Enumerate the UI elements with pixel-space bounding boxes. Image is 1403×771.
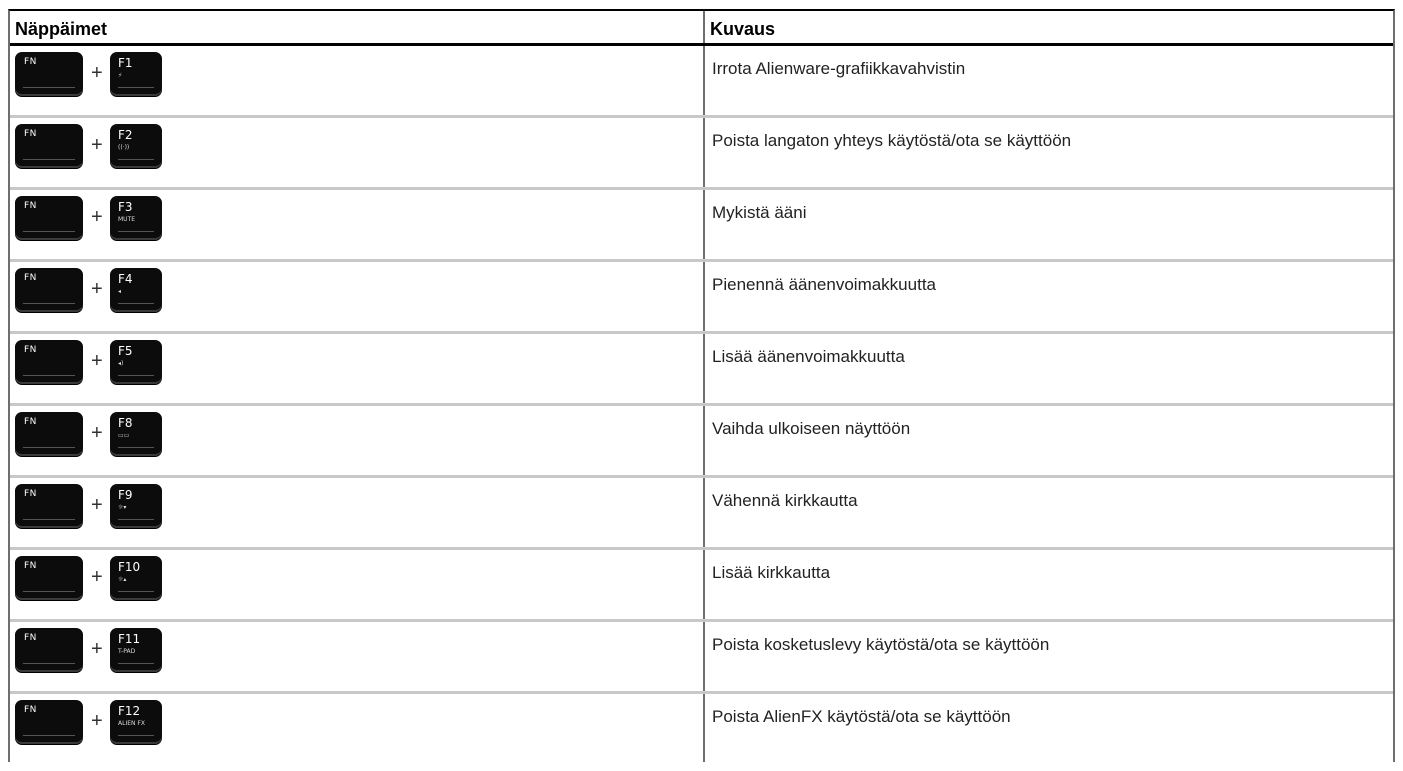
function-key <box>110 268 162 312</box>
fn-key <box>15 340 83 384</box>
description-text: Irrota Alienware-grafiikkavahvistin <box>712 59 966 78</box>
fn-key <box>15 124 83 168</box>
function-key <box>110 340 162 384</box>
table-row <box>10 334 1393 406</box>
keys-cell <box>10 406 705 475</box>
fn-key <box>15 268 83 312</box>
function-key-label: F10 <box>118 560 141 574</box>
description-cell <box>705 190 1393 259</box>
function-key-label: F5 <box>118 344 133 358</box>
description-cell <box>705 622 1393 691</box>
table-row <box>10 550 1393 622</box>
description-cell <box>705 694 1393 762</box>
plus-sign: + <box>91 638 103 660</box>
plus-sign: + <box>91 566 103 588</box>
description-text: Poista kosketuslevy käytöstä/ota se käyttöön <box>712 635 1050 654</box>
fn-key <box>15 556 83 600</box>
description-cell <box>705 406 1393 475</box>
plus-sign: + <box>91 206 103 228</box>
function-key <box>110 484 162 528</box>
table-row <box>10 694 1393 762</box>
alienfx-icon: ALIEN FX <box>118 720 145 727</box>
keys-cell <box>10 118 705 187</box>
keys-cell <box>10 334 705 403</box>
function-key <box>110 628 162 672</box>
fn-key <box>15 412 83 456</box>
external-display-icon: ▭▭ <box>118 432 130 439</box>
volume-up-icon: ◂) <box>118 360 124 367</box>
plus-sign: + <box>91 422 103 444</box>
fn-key-label: FN <box>24 345 37 355</box>
function-key <box>110 124 162 168</box>
plus-sign: + <box>91 62 103 84</box>
fn-key-label: FN <box>24 129 37 139</box>
volume-down-icon: ◂ <box>118 288 122 295</box>
description-text: Vaihda ulkoiseen näyttöön <box>712 419 911 438</box>
graphics-amplifier-icon: ⚡ <box>118 72 123 79</box>
table-row <box>10 46 1393 118</box>
function-key-label: F4 <box>118 272 133 286</box>
header-cell-keys <box>10 11 705 43</box>
description-cell <box>705 550 1393 619</box>
keys-cell <box>10 622 705 691</box>
function-key <box>110 412 162 456</box>
function-key-label: F11 <box>118 632 141 646</box>
table-row <box>10 622 1393 694</box>
table-header-row <box>10 11 1393 46</box>
header-keys: Näppäimet <box>15 19 108 39</box>
fn-key-label: FN <box>24 489 37 499</box>
plus-sign: + <box>91 350 103 372</box>
fn-key-label: FN <box>24 705 37 715</box>
description-text: Poista langaton yhteys käytöstä/ota se käyttöön <box>712 131 1072 150</box>
description-cell <box>705 478 1393 547</box>
fn-key-label: FN <box>24 273 37 283</box>
description-cell <box>705 118 1393 187</box>
keys-cell <box>10 46 705 115</box>
function-key <box>110 700 162 744</box>
description-cell <box>705 262 1393 331</box>
table-row <box>10 406 1393 478</box>
description-text: Lisää äänenvoimakkuutta <box>712 347 905 366</box>
plus-sign: + <box>91 494 103 516</box>
fn-key <box>15 628 83 672</box>
keys-cell <box>10 190 705 259</box>
mute-icon: MUTE <box>118 216 136 223</box>
table-row <box>10 190 1393 262</box>
header-description: Kuvaus <box>710 19 776 39</box>
keys-cell <box>10 550 705 619</box>
function-key-label: F12 <box>118 704 141 718</box>
fn-key-label: FN <box>24 417 37 427</box>
description-text: Lisää kirkkautta <box>712 563 831 582</box>
plus-sign: + <box>91 710 103 732</box>
plus-sign: + <box>91 134 103 156</box>
function-key <box>110 196 162 240</box>
brightness-up-icon: ☼▴ <box>118 576 127 583</box>
description-text: Pienennä äänenvoimakkuutta <box>712 275 936 294</box>
fn-key <box>15 484 83 528</box>
function-key-label: F1 <box>118 56 133 70</box>
fn-key <box>15 52 83 96</box>
table-row <box>10 118 1393 190</box>
wireless-icon: ((·)) <box>118 144 130 151</box>
brightness-down-icon: ☼▾ <box>118 504 127 511</box>
fn-key-label: FN <box>24 201 37 211</box>
keys-cell <box>10 694 705 762</box>
description-cell <box>705 334 1393 403</box>
keys-cell <box>10 478 705 547</box>
description-text: Poista AlienFX käytöstä/ota se käyttöön <box>712 707 1011 726</box>
table-row <box>10 262 1393 334</box>
fn-key-label: FN <box>24 633 37 643</box>
shortcut-table <box>8 9 1395 762</box>
fn-key-label: FN <box>24 57 37 67</box>
fn-key <box>15 196 83 240</box>
description-text: Vähennä kirkkautta <box>712 491 858 510</box>
keys-cell <box>10 262 705 331</box>
fn-key <box>15 700 83 744</box>
function-key-label: F9 <box>118 488 133 502</box>
header-cell-description <box>705 11 1393 43</box>
function-key-label: F2 <box>118 128 133 142</box>
function-key <box>110 556 162 600</box>
function-key-label: F8 <box>118 416 133 430</box>
description-text: Mykistä ääni <box>712 203 807 222</box>
function-key-label: F3 <box>118 200 133 214</box>
description-cell <box>705 46 1393 115</box>
table-row <box>10 478 1393 550</box>
plus-sign: + <box>91 278 103 300</box>
touchpad-icon: T-PAD <box>118 648 136 655</box>
fn-key-label: FN <box>24 561 37 571</box>
function-key <box>110 52 162 96</box>
